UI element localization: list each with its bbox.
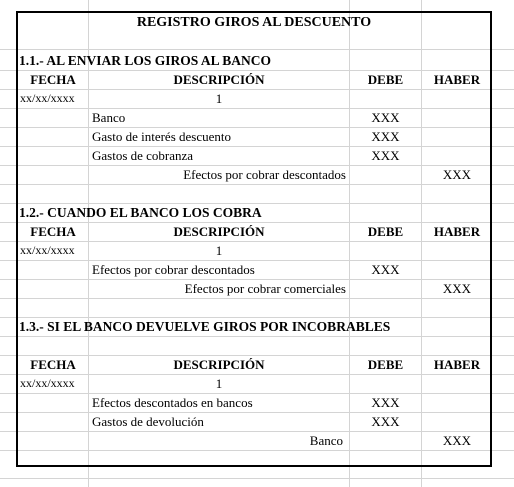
col-header-fecha: FECHA bbox=[30, 224, 76, 239]
debit-account: Efectos descontados en bancos bbox=[92, 395, 253, 410]
col-header-fecha: FECHA bbox=[30, 72, 76, 87]
entry-date: xx/xx/xxxx bbox=[20, 243, 75, 257]
debit-amount: XXX bbox=[371, 414, 400, 429]
debit-account: Gastos de devolución bbox=[92, 414, 204, 429]
col-header-haber: HABER bbox=[433, 72, 481, 87]
section-heading: 1.1.- AL ENVIAR LOS GIROS AL BANCO bbox=[19, 53, 272, 68]
col-header-debe: DEBE bbox=[367, 224, 404, 239]
col-header-debe: DEBE bbox=[367, 357, 404, 372]
credit-amount: XXX bbox=[442, 433, 472, 448]
col-header-descripcion: DESCRIPCIÓN bbox=[173, 357, 265, 372]
col-header-fecha: FECHA bbox=[30, 357, 76, 372]
debit-amount: XXX bbox=[371, 262, 400, 277]
debit-amount: XXX bbox=[371, 129, 400, 144]
col-header-descripcion: DESCRIPCIÓN bbox=[173, 224, 265, 239]
entry-number: 1 bbox=[215, 243, 223, 258]
debit-amount: XXX bbox=[371, 395, 400, 410]
credit-amount: XXX bbox=[442, 167, 472, 182]
credit-amount: XXX bbox=[442, 281, 472, 296]
credit-account: Efectos por cobrar descontados bbox=[183, 167, 346, 182]
col-header-haber: HABER bbox=[433, 357, 481, 372]
entry-date: xx/xx/xxxx bbox=[20, 91, 75, 105]
debit-amount: XXX bbox=[371, 110, 400, 125]
entry-date: xx/xx/xxxx bbox=[20, 376, 75, 390]
debit-amount: XXX bbox=[371, 148, 400, 163]
section-heading: 1.2.- CUANDO EL BANCO LOS COBRA bbox=[19, 205, 262, 220]
col-header-haber: HABER bbox=[433, 224, 481, 239]
entry-number: 1 bbox=[215, 91, 223, 106]
debit-account: Gastos de cobranza bbox=[92, 148, 194, 163]
credit-account: Banco bbox=[309, 433, 343, 448]
credit-account: Efectos por cobrar comerciales bbox=[184, 281, 346, 296]
report-title: REGISTRO GIROS AL DESCUENTO bbox=[136, 15, 372, 30]
debit-account: Banco bbox=[92, 110, 126, 125]
col-header-debe: DEBE bbox=[367, 72, 404, 87]
section-heading: 1.3.- SI EL BANCO DEVUELVE GIROS POR INCOBRABLES bbox=[19, 319, 391, 334]
entry-number: 1 bbox=[215, 376, 223, 391]
debit-account: Gasto de interés descuento bbox=[92, 129, 231, 144]
debit-account: Efectos por cobrar descontados bbox=[92, 262, 255, 277]
col-header-descripcion: DESCRIPCIÓN bbox=[173, 72, 265, 87]
